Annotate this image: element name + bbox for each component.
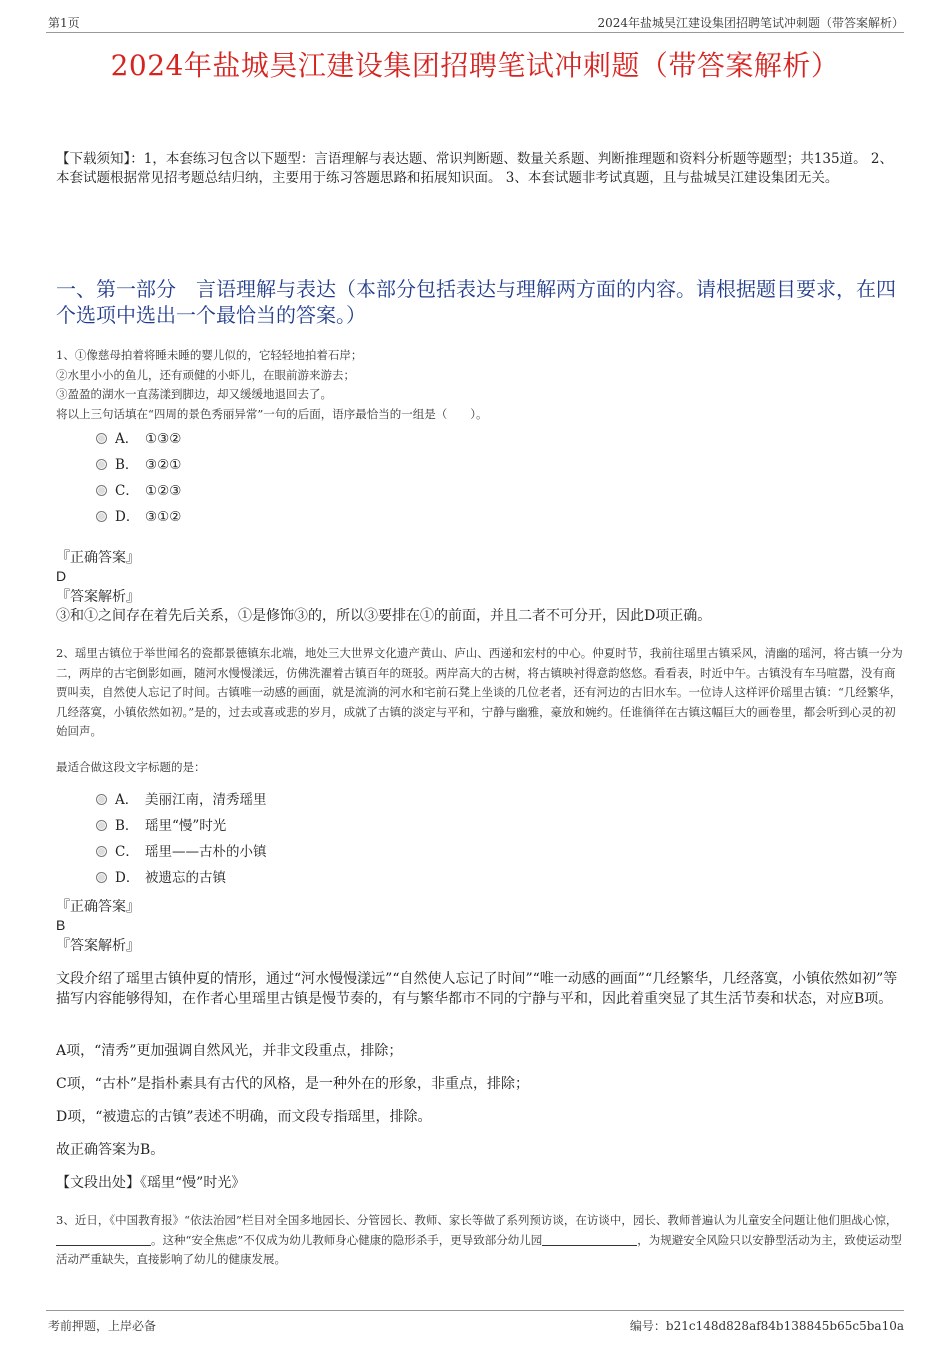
q2-option-d[interactable] — [96, 868, 226, 888]
q2-source: 【文段出处】《瑶里“慢”时光》 — [56, 1175, 246, 1191]
radio-icon[interactable] — [96, 485, 107, 496]
section-heading: 一、第一部分 言语理解与表达（本部分包括表达与理解两方面的内容。请根据题目要求，在四个选项中选出一个最恰当的答案。） — [56, 277, 896, 327]
q1-analysis-label: 『答案解析』 — [56, 589, 140, 605]
radio-icon[interactable] — [96, 846, 107, 857]
option-letter: C． — [115, 483, 139, 499]
q1-option-a[interactable] — [96, 429, 181, 449]
question-1 — [56, 346, 904, 424]
q2-analysis-a: A项，“清秀”更加强调自然风光，并非文段重点，排除； — [56, 1043, 403, 1059]
fill-blank[interactable] — [56, 1233, 151, 1246]
q2-analysis-d: D项，“被遗忘的古镇”表述不明确，而文段专指瑶里，排除。 — [56, 1109, 432, 1125]
q3-text-part3: ，为规避安全风险只以安静型活动为主，致使运动型活动严重缺失，直接影响了幼儿的健康发展。 — [56, 1232, 902, 1266]
q1-option-c[interactable] — [96, 481, 181, 501]
q2-answer: B — [56, 917, 66, 933]
header-rule — [46, 32, 904, 33]
option-text: 瑶里——古朴的小镇 — [145, 844, 267, 860]
q2-option-b[interactable] — [96, 816, 226, 836]
option-text: ①③② — [145, 431, 182, 447]
option-text: 瑶里“慢”时光 — [145, 818, 227, 834]
radio-icon[interactable] — [96, 459, 107, 470]
option-letter: D． — [115, 870, 140, 886]
q1-analysis: ③和①之间存在着先后关系，①是修饰③的，所以③要排在①的前面，并且二者不可分开，因此D项正确。 — [56, 608, 712, 624]
radio-icon[interactable] — [96, 794, 107, 805]
radio-icon[interactable] — [96, 511, 107, 522]
radio-icon[interactable] — [96, 820, 107, 831]
footer-rule — [46, 1310, 904, 1311]
question-1-line: ②水里小小的鱼儿，还有顽健的小虾儿，在眼前游来游去； — [56, 367, 355, 382]
q2-option-a[interactable] — [96, 790, 267, 810]
option-text: ③①② — [145, 509, 182, 525]
question-3 — [56, 1211, 904, 1270]
q3-text-part2: 。这种“安全焦虑”不仅成为幼儿教师身心健康的隐形杀手，更导致部分幼儿园 — [151, 1232, 543, 1247]
q1-correct-label: 『正确答案』 — [56, 550, 140, 566]
q2-conclusion: 故正确答案为B。 — [56, 1142, 165, 1158]
option-letter: A． — [115, 431, 139, 447]
q1-option-b[interactable] — [96, 455, 181, 475]
option-letter: D． — [115, 509, 140, 525]
radio-icon[interactable] — [96, 433, 107, 444]
q1-answer: D — [56, 568, 67, 584]
radio-icon[interactable] — [96, 872, 107, 883]
option-letter: B． — [115, 457, 139, 473]
q1-option-d[interactable] — [96, 507, 181, 527]
q2-analysis-label: 『答案解析』 — [56, 938, 140, 954]
option-letter: B． — [115, 818, 139, 834]
fill-blank[interactable] — [542, 1233, 637, 1246]
footer-slogan: 考前押题，上岸必备 — [48, 1319, 157, 1333]
question-1-line: 将以上三句话填在“四周的景色秀丽异常”一句的后面，语序最恰当的一组是（ ）。 — [56, 406, 488, 421]
question-1-line: ③盈盈的湖水一直荡漾到脚边，却又缓缓地退回去了。 — [56, 387, 332, 401]
question-1-line: 1、①像慈母拍着将睡未睡的婴儿似的，它轻轻地拍着石岸； — [56, 348, 363, 362]
option-letter: C． — [115, 844, 139, 860]
q2-analysis-c: C项，“古朴”是指朴素具有古代的风格，是一种外在的形象，非重点，排除； — [56, 1076, 530, 1092]
document-title: 2024年盐城昊江建设集团招聘笔试冲刺题（带答案解析） — [110, 49, 840, 82]
q2-analysis-main: 文段介绍了瑶里古镇仲夏的情形，通过“河水慢慢漾远”“自然使人忘记了时间”“唯一动感的画面”“几经繁华，几经落寞，小镇依然如初”等描写内容能够得知，在作者心里瑶里古镇是慢节奏的，有与繁华都市不同的宁静与平和，因此着重突显了其生活节奏和状态，对应B项。 — [56, 971, 898, 1007]
document-code: 编号：b21c148d828af84b138845b65c5ba10a — [629, 1319, 904, 1333]
option-text: 被遗忘的古镇 — [145, 870, 226, 886]
q2-option-c[interactable] — [96, 842, 267, 862]
page-number: 第1页 — [48, 16, 80, 30]
running-title: 2024年盐城昊江建设集团招聘笔试冲刺题（带答案解析） — [597, 16, 904, 30]
q3-text-part1: 3、近日，《中国教育报》“依法治园”栏目对全国多地园长、分管园长、教师、家长等做了系列预访谈，在访谈中，园长、教师普遍认为儿童安全问题让他们胆战心惊， — [56, 1213, 898, 1227]
option-text: ③②① — [145, 457, 182, 473]
option-text: 美丽江南，清秀瑶里 — [145, 792, 267, 808]
question-2-passage: 2、瑶里古镇位于举世闻名的瓷都景德镇东北端，地处三大世界文化遗产黄山、庐山、西递和宏村的中心。仲夏时节，我前往瑶里古镇采风，清幽的瑶河，将古镇一分为二，两岸的古宅倒影如画，随河水慢慢漾远，仿佛洗濯着古镇百年的斑驳。两岸高大的古树，将古镇映衬得意韵悠悠。看看表，时近中午。古镇没有车马喧嚣，没有商贾叫卖，自然使人忘记了时间。古镇唯一动感的画面，就是流淌的河水和宅前石凳上坐谈的几位老者，还有河边的古旧水车。一位诗人这样评价瑶里古镇：“几经繁华，几经落寞，小镇依然如初。”是的，过去或喜或悲的岁月，成就了古镇的淡定与平和，宁静与幽雅，豪放和婉约。任谁徜徉在古镇这幅巨大的画卷里，都会听到心灵的初始回声。 — [56, 646, 903, 738]
download-notice: 【下载须知】：1，本套练习包含以下题型：言语理解与表达题、常识判断题、数量关系题、判断推理题和资料分析题等题型；共135道。 2、本套试题根据常见招考题总结归纳，主要用于练习答题思路和拓展知识面。 3、本套试题非考试真题，且与盐城昊江建设集团无关。 — [56, 151, 893, 186]
option-letter: A． — [115, 792, 139, 808]
option-text: ①②③ — [145, 483, 182, 499]
question-2-prompt: 最适合做这段文字标题的是： — [56, 760, 206, 774]
q2-correct-label: 『正确答案』 — [56, 899, 140, 915]
